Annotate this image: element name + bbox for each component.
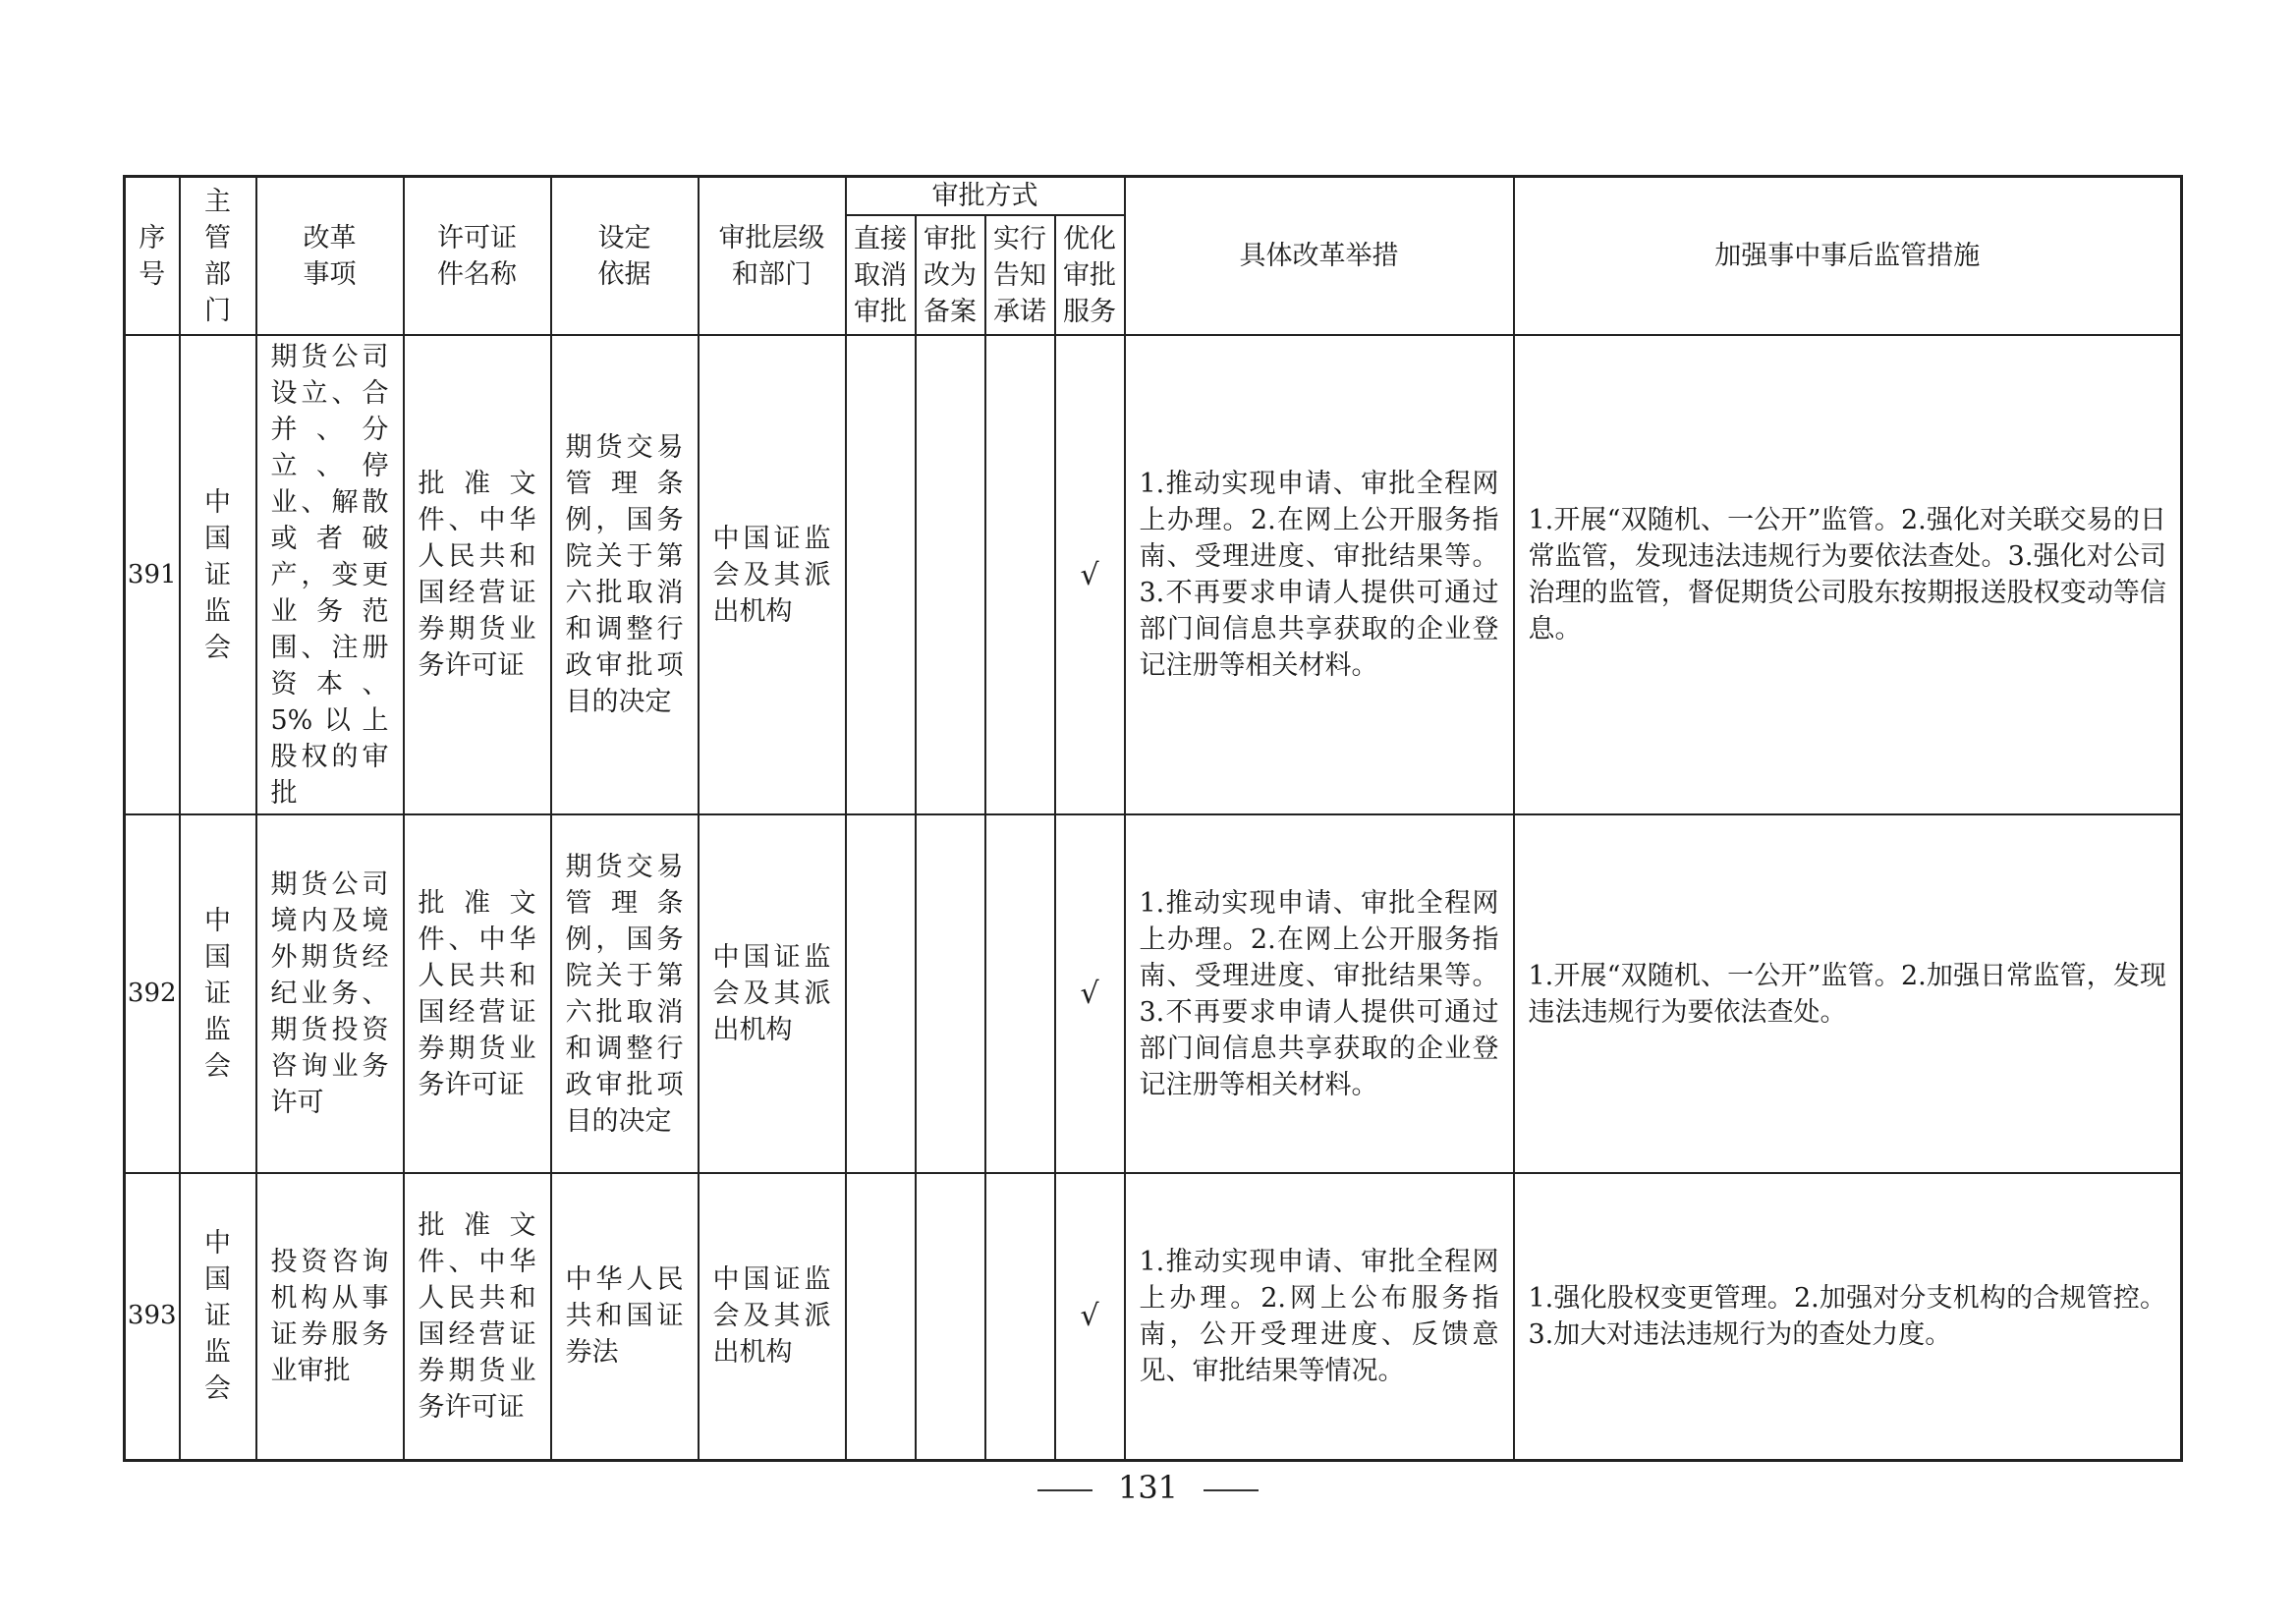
header-supervision: 加强事中事后监管措施 (1514, 177, 2182, 336)
row-dept: 中国证监会 (180, 814, 256, 1173)
row-seq: 393 (125, 1173, 180, 1460)
row-method-optimize: √ (1055, 1173, 1125, 1460)
row-license: 批准文件、中华人民共和国经营证券期货业务许可证 (404, 335, 551, 814)
row-license: 批准文件、中华人民共和国经营证券期货业务许可证 (404, 1173, 551, 1460)
page-number-text: 131 (1117, 1469, 1179, 1506)
header-basis: 设定依据 (551, 177, 699, 336)
row-basis: 期货交易管理条例，国务院关于第六批取消和调整行政审批项目的决定 (551, 335, 699, 814)
row-basis: 期货交易管理条例，国务院关于第六批取消和调整行政审批项目的决定 (551, 814, 699, 1173)
row-seq: 392 (125, 814, 180, 1173)
row-measures: 1.推动实现申请、审批全程网上办理。2.在网上公开服务指南、受理进度、审批结果等。3.不再要求申请人提供可通过部门间信息共享获取的企业登记注册等相关材料。 (1125, 814, 1514, 1173)
row-level: 中国证监会及其派出机构 (699, 1173, 846, 1460)
row-item: 投资咨询机构从事证券服务业审批 (256, 1173, 404, 1460)
row-method-notify (985, 1173, 1055, 1460)
row-supervision: 1.强化股权变更管理。2.加强对分支机构的合规管控。3.加大对违法违规行为的查处力度。 (1514, 1173, 2182, 1460)
row-supervision: 1.开展“双随机、一公开”监管。2.强化对关联交易的日常监管，发现违法违规行为要依法查处。3.强化对公司治理的监管，督促期货公司股东按期报送股权变动等信息。 (1514, 335, 2182, 814)
header-license: 许可证件名称 (404, 177, 551, 336)
header-method-notify: 实行告知承诺 (985, 215, 1055, 335)
row-basis: 中华人民共和国证券法 (551, 1173, 699, 1460)
page-number-dash-left (1037, 1489, 1092, 1491)
row-method-notify (985, 814, 1055, 1173)
table-header (125, 177, 2182, 336)
row-dept: 中国证监会 (180, 335, 256, 814)
row-seq: 391 (125, 335, 180, 814)
header-method-filing: 审批改为备案 (916, 215, 985, 335)
table-row (125, 814, 2182, 1173)
page-number (0, 1469, 2296, 1506)
header-item: 改革事项 (256, 177, 404, 336)
row-measures: 1.推动实现申请、审批全程网上办理。2.网上公布服务指南，公开受理进度、反馈意见、审批结果等情况。 (1125, 1173, 1514, 1460)
header-method-cancel: 直接取消审批 (846, 215, 916, 335)
row-level: 中国证监会及其派出机构 (699, 814, 846, 1173)
table-row (125, 335, 2182, 814)
row-method-notify (985, 335, 1055, 814)
header-seq: 序号 (125, 177, 180, 336)
reform-table-container (123, 175, 2183, 1462)
header-level: 审批层级和部门 (699, 177, 846, 336)
row-method-optimize: √ (1055, 814, 1125, 1173)
row-method-cancel (846, 814, 916, 1173)
row-item: 期货公司设立、合并、分立、停业、解散或者破产，变更业务范围、注册资本、5%以上股权的审批 (256, 335, 404, 814)
page-number-dash-right (1204, 1489, 1259, 1491)
row-method-optimize: √ (1055, 335, 1125, 814)
header-measures: 具体改革举措 (1125, 177, 1514, 336)
row-method-filing (916, 814, 985, 1173)
row-license: 批准文件、中华人民共和国经营证券期货业务许可证 (404, 814, 551, 1173)
reform-table (123, 175, 2183, 1462)
row-method-filing (916, 335, 985, 814)
row-dept: 中国证监会 (180, 1173, 256, 1460)
table-row (125, 1173, 2182, 1460)
header-dept: 主管部门 (180, 177, 256, 336)
row-method-cancel (846, 335, 916, 814)
row-item: 期货公司境内及境外期货经纪业务、期货投资咨询业务许可 (256, 814, 404, 1173)
row-method-filing (916, 1173, 985, 1460)
header-method-optimize: 优化审批服务 (1055, 215, 1125, 335)
row-level: 中国证监会及其派出机构 (699, 335, 846, 814)
row-supervision: 1.开展“双随机、一公开”监管。2.加强日常监管，发现违法违规行为要依法查处。 (1514, 814, 2182, 1173)
row-method-cancel (846, 1173, 916, 1460)
header-method-group: 审批方式 (846, 177, 1125, 216)
row-measures: 1.推动实现申请、审批全程网上办理。2.在网上公开服务指南、受理进度、审批结果等。3.不再要求申请人提供可通过部门间信息共享获取的企业登记注册等相关材料。 (1125, 335, 1514, 814)
